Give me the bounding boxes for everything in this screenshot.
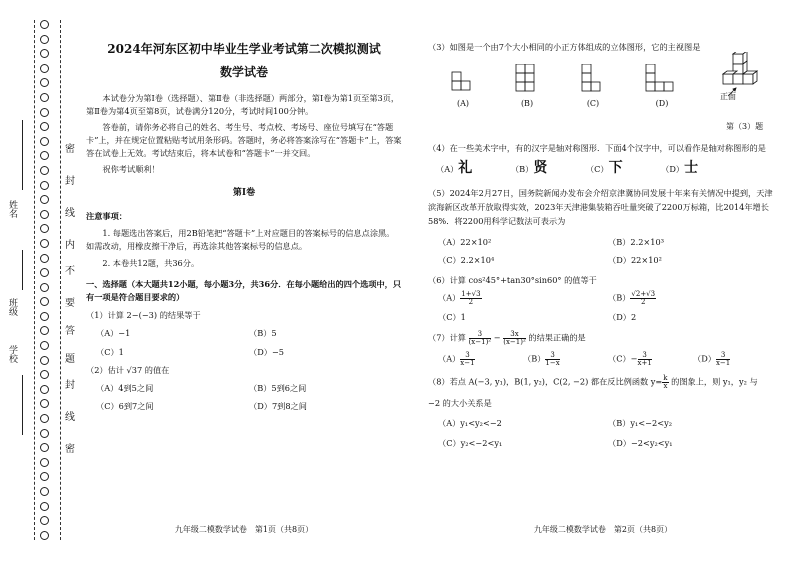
option-a-char: 礼	[458, 160, 473, 177]
intro-paragraph-2: 答卷前，请你务必将自己的姓名、考生号、考点校、考场号、座位号填写在“答题卡”上，并在规定位置粘贴考试用条形码。答题时，务必将答案涂写在“答题卡”上，答案答在试卷上无效。考试结束后，将本试卷和“答题卡”一并交回。	[86, 122, 402, 158]
notes-heading: 注意事项：	[86, 211, 127, 222]
class-blank	[22, 250, 23, 290]
page-1	[86, 0, 402, 412]
question-8-stem: （8）若点 A(−3, y₁)，B(1, y₂)，C(2, −2) 都在反比例函数 y= $\frac{k}{x}$ 的图象上，则 y₁，y₂ 与	[428, 373, 758, 390]
name-label: 姓名	[7, 200, 17, 218]
option-c: （C）− $\frac{3}{x+1}$	[608, 350, 652, 367]
option-d: （D）22×10²	[608, 254, 662, 265]
figure-caption: 第（3）题	[726, 122, 764, 132]
question-4-options	[428, 160, 778, 178]
seal-char: 线	[65, 412, 75, 423]
solid-figure	[720, 52, 760, 106]
question-2	[86, 365, 402, 412]
school-label: 学校	[7, 345, 17, 363]
binding-strip	[0, 0, 80, 561]
figure-d: (D)	[642, 64, 682, 108]
option-c: （C）y₂<−2<y₁	[438, 438, 503, 449]
seal-char: 封	[65, 380, 75, 391]
seal-char: 答	[65, 326, 75, 337]
option-b: （B）2.2×10³	[608, 236, 664, 247]
page-2	[428, 0, 778, 448]
seal-char: 要	[65, 298, 75, 309]
option-b-char: 贤	[533, 160, 548, 177]
figure-a: (A)	[448, 64, 478, 108]
option-c: （C）1	[96, 346, 124, 357]
name-blank	[22, 120, 23, 190]
binding-holes	[40, 20, 56, 540]
question-3-stem: （3）如图是一个由7个大小相同的小正方体组成的立体图形，它的主视图是	[428, 42, 701, 52]
question-7-stem: （7）计算 $\frac{3}{\text{(x−1)²}}$ − $\frac{3x}{\text{(x−1)²}}$ 的结果正确的是	[428, 329, 586, 346]
intro-wish: 祝你考试顺利！	[102, 163, 160, 174]
option-a: （A）22×10²	[438, 236, 492, 247]
option-c: （C）	[585, 164, 609, 175]
option-a: （A）	[436, 164, 459, 175]
note-2: 2. 本卷共12题，共36分。	[102, 257, 200, 268]
exam-title: 2024年河东区初中毕业生学业考试第二次模拟测试	[107, 42, 381, 56]
option-d: （D）2	[608, 312, 637, 323]
seal-char: 不	[65, 266, 75, 277]
option-c: （C）2.2×10⁴	[438, 254, 495, 265]
page-1-footer: 九年级二模数学试卷 第1页（共8页）	[174, 525, 314, 534]
option-d: （D）7到8之间	[249, 401, 307, 412]
option-b: （B）5	[249, 328, 277, 339]
intro-paragraph-1: 本试卷分为第Ⅰ卷（选择题）、第Ⅱ卷（非选择题）两部分，第Ⅰ卷为第1页至第3页，第Ⅱ卷为第4页至第8页，试卷满分120分，考试时间100分钟。	[86, 93, 400, 116]
fold-line	[34, 20, 35, 540]
option-d: （D）	[661, 164, 685, 175]
part-heading: 一、选择题（本大题共12小题，每小题3分，共36分．在每小题给出的四个选项中，只有一项是符合题目要求的）	[86, 278, 402, 302]
option-a: （A）4到5之间	[96, 383, 154, 394]
seal-char: 内	[65, 240, 75, 251]
front-label: 正面	[720, 92, 736, 102]
seal-char: 封	[65, 176, 75, 187]
figure-b: (B)	[512, 64, 542, 108]
question-4-stem: （4）在一些美术字中，有的汉字是轴对称图形．下面4个汉字中，可以看作是轴对称图形的是	[428, 143, 766, 154]
option-b: （B） $\frac{√2+√3}{2}$	[608, 290, 656, 307]
section-title: 第Ⅰ卷	[232, 187, 256, 198]
seal-char: 题	[65, 354, 75, 365]
option-d-char: 士	[684, 160, 699, 177]
page-2-footer: 九年级二模数学试卷 第2页（共8页）	[533, 525, 673, 534]
option-c: （C）6到7之间	[96, 401, 154, 412]
seal-char: 线	[65, 208, 75, 219]
question-6-stem: （6）计算 cos²45°+tan30°sin60° 的值等于	[428, 275, 597, 286]
question-stem: （2）估计 √37 的值在	[86, 364, 170, 375]
question-1	[86, 310, 402, 357]
seal-char: 密	[65, 144, 75, 155]
option-d: （D） $\frac{3}{x-1}$	[693, 350, 731, 367]
option-d: （D）−5	[249, 346, 285, 357]
seal-char: 密	[65, 444, 75, 455]
option-a: （A）−1	[96, 328, 131, 339]
figure-c: (C)	[578, 64, 608, 108]
question-5-stem: （5）2024年2月27日，国务院新闻办发布会介绍京津冀协同发展十年来有关情况中提到，天津滨海新区改革开放取得实效，2023年天津港集装箱吞吐量突破了2200万标箱，比2014年增长58%．将2200用科学记数法可表示为	[428, 187, 773, 227]
option-b: （B）	[510, 164, 534, 175]
option-c: （C）1	[438, 312, 466, 323]
option-d: （D）−2<y₂<y₁	[608, 438, 673, 449]
exam-subtitle: 数学试卷	[219, 65, 268, 79]
option-a: （A） $\frac{3}{x-1}$	[438, 350, 475, 367]
option-b: （B）y₁<−2<y₂	[608, 417, 672, 428]
question-stem: （1）计算 2−(−3) 的结果等于	[86, 310, 201, 321]
option-c-char: 下	[608, 160, 623, 177]
option-b: （B） $\frac{3}{1-x}$	[523, 350, 560, 367]
question-3-figures	[428, 64, 778, 132]
option-a: （A）y₁<y₂<−2	[438, 417, 502, 428]
option-a: （A） $\frac{1+√3}{2}$	[438, 290, 481, 307]
school-blank	[22, 375, 23, 435]
class-label: 班级	[7, 298, 17, 316]
option-b: （B）5到6之间	[249, 383, 307, 394]
note-1: 1. 每题选出答案后，用2B铅笔把“答题卡”上对应题目的答案标号的信息点涂黑。如需改动，用橡皮擦干净后，再选涂其他答案标号的信息点。	[86, 228, 395, 252]
seal-line	[60, 20, 61, 540]
question-8-stem-cont: −2 的大小关系是	[428, 397, 492, 408]
